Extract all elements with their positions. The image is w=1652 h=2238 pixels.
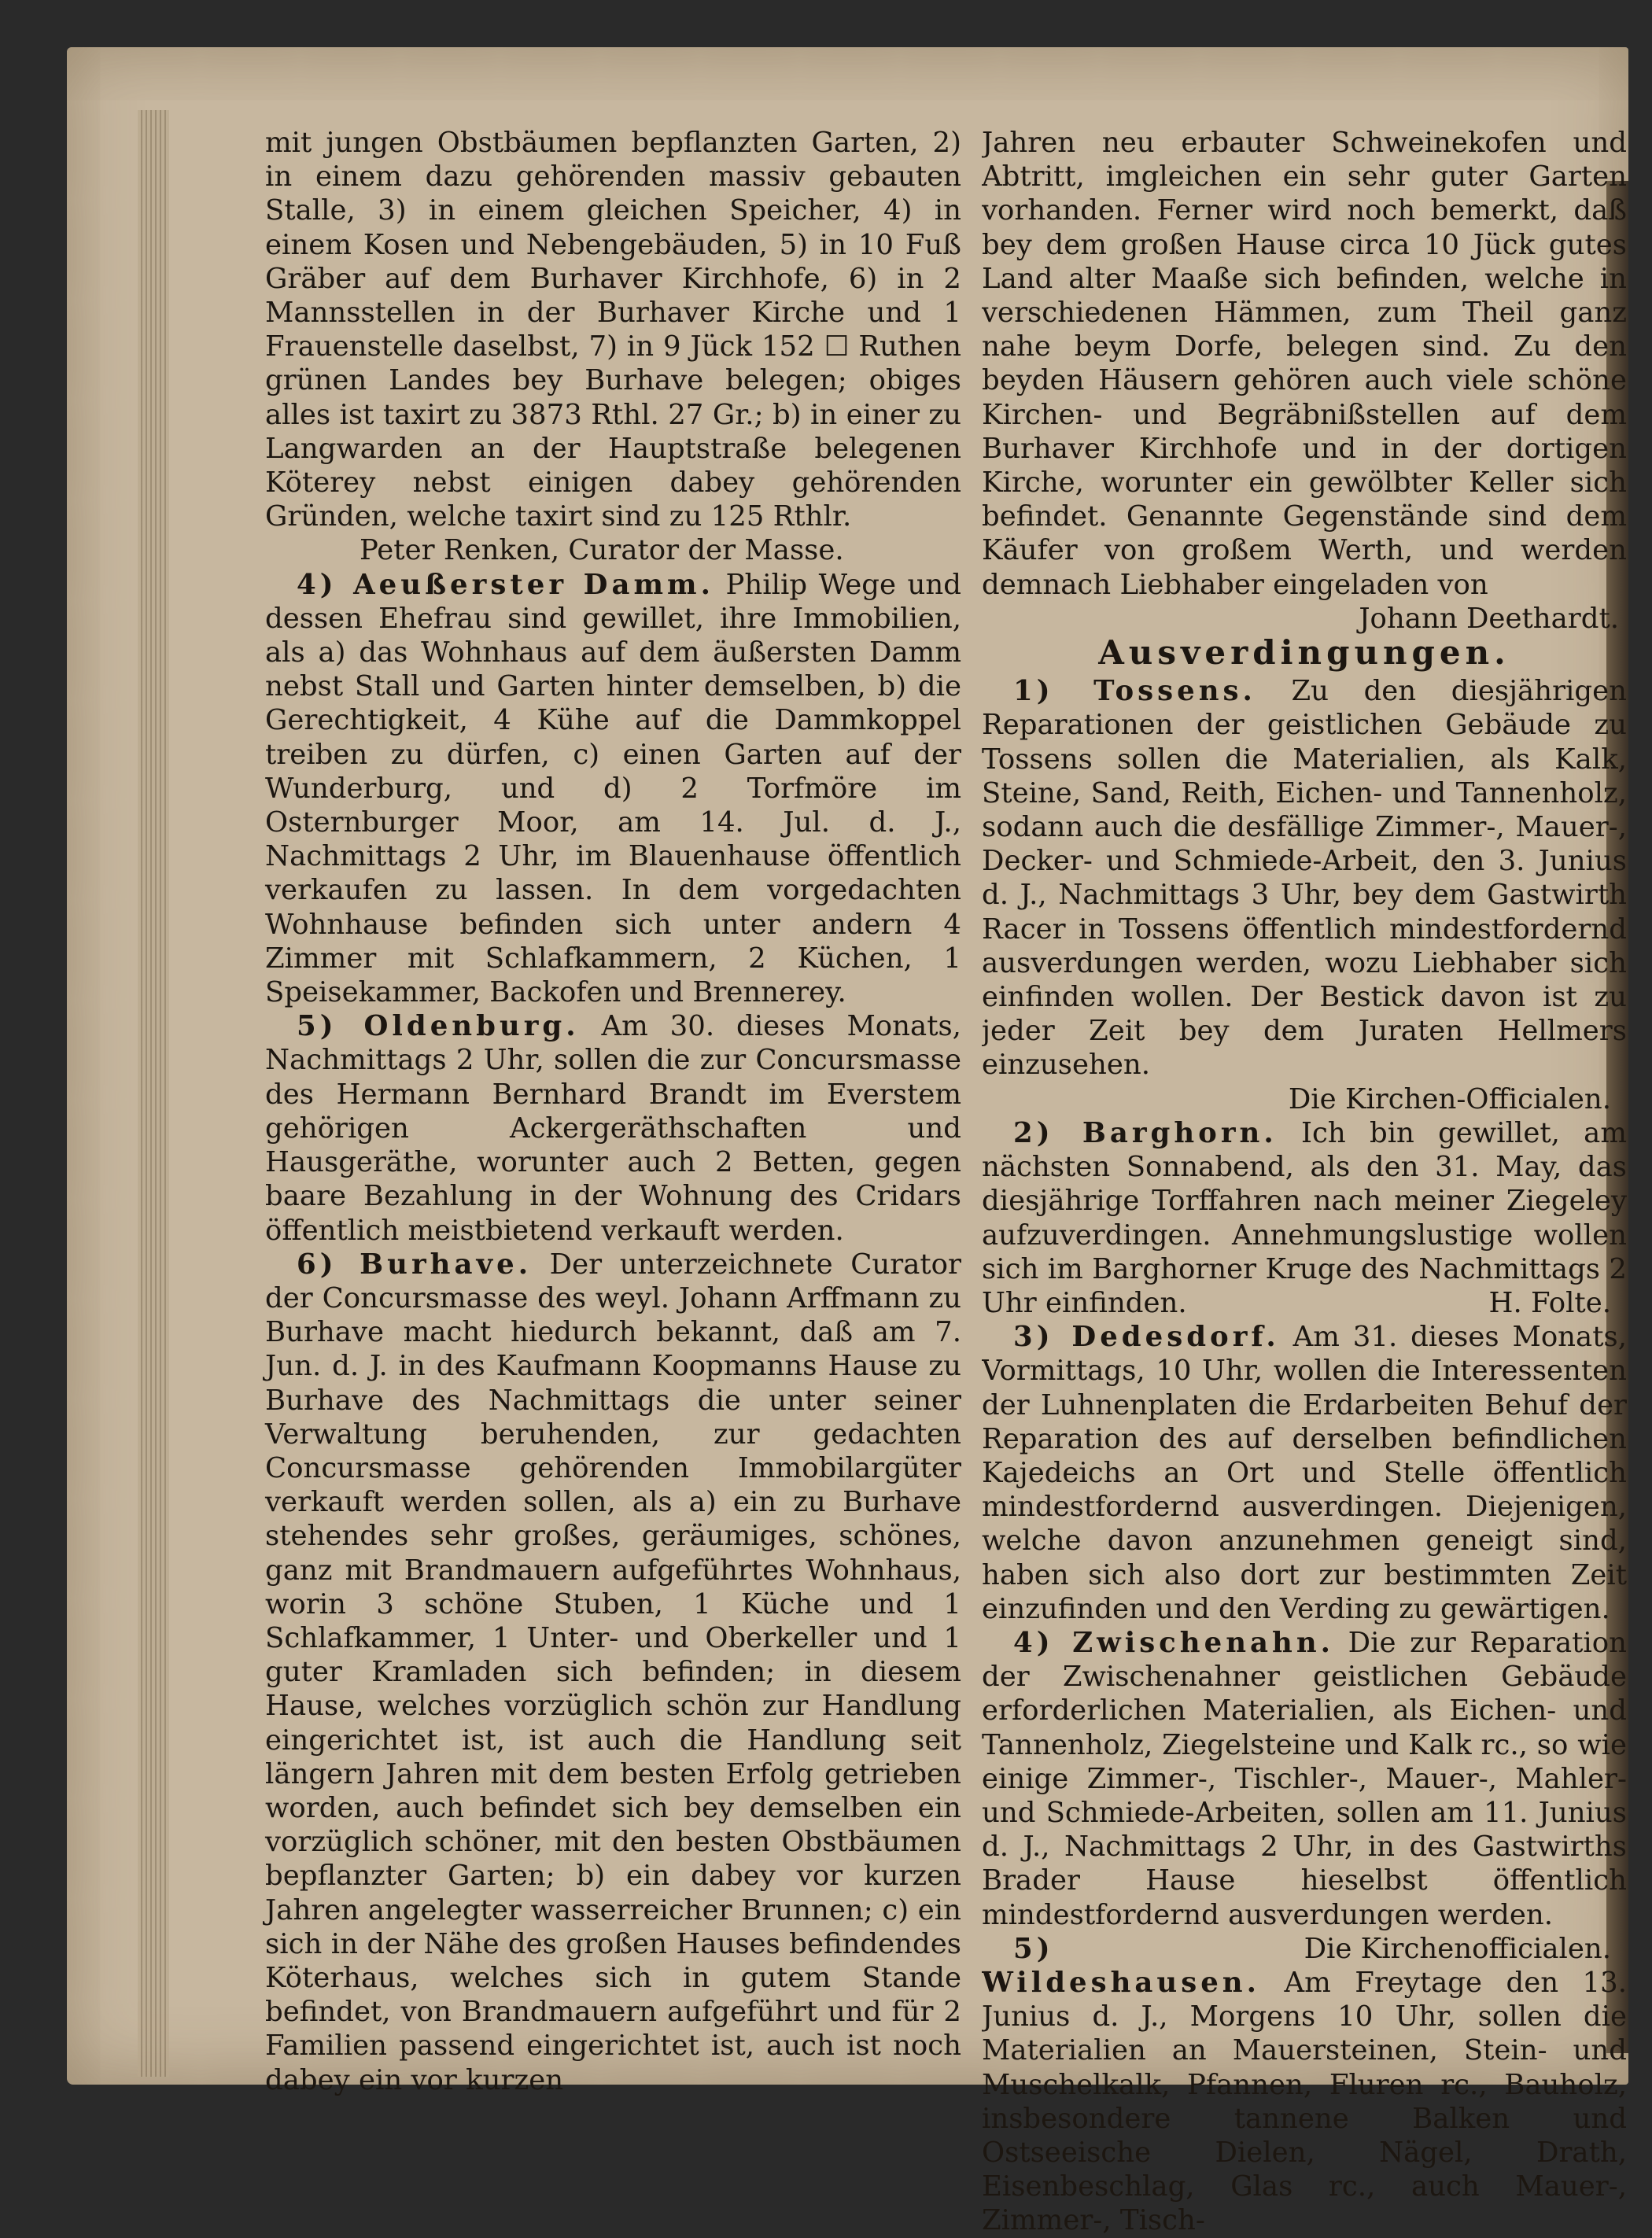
- right-column: [982, 126, 1627, 2238]
- notice-aeusserster-damm: [265, 568, 961, 1010]
- notice-title: 1) Tossens.: [1013, 675, 1256, 708]
- notice-title: 4) Aeußerster Damm.: [297, 568, 714, 601]
- notice-zwischenahn: [982, 1626, 1627, 1965]
- notice-body: Zu den diesjährigen Reparationen der geistlichen Gebäude zu Tossens sollen die Materialien, als Kalk, Steine, Sand, Reith, Eichen- und Tannenholz, sodann auch die desfällige Zimmer-, Mauer-, Decker- und Schmiede-Arbeit, den 3. Junius d. J., Nachmittags 3 Uhr, bey dem Gastwirth Racer in Tossens öffentlich mindestfordernd ausverdungen werden, wozu Liebhaber sich einfinden wollen. Der Bestick davon ist zu jeder Zeit bey dem Juraten Hellmers einzusehen.: [982, 675, 1627, 1082]
- notice-oldenburg: [265, 1009, 961, 1247]
- right-paragraph-1: [982, 126, 1627, 635]
- notice-tossens: [982, 674, 1627, 1082]
- left-column: [265, 126, 961, 2097]
- notice-title: 6) Burhave.: [297, 1248, 533, 1281]
- notice-title: 3) Dedesdorf.: [1013, 1321, 1280, 1354]
- left-paragraph-1: mit jungen Obstbäumen bepflanzten Garten, 2) in einem dazu gehörenden massiv gebauten Stalle, 3) in einem gleichen Speicher, 4) in einem Kosen und Nebengebäuden, 5) in 10 Fuß Gräber auf dem Burhaver Kirchhofe, 6) in 2 Mannsstellen in der Burhaver Kirche und 1 Frauenstelle daselbst, 7) in 9 Jück 152 ☐ Ruthen grünen Landes bey Burhave belegen; obiges alles ist taxirt zu 3873 Rthl. 27 Gr.; b) in einer zu Langwarden an der Hauptstraße belegenen Köterey nebst einigen dabey gehörenden Gründen, welche taxirt sind zu 125 Rthlr.: [265, 127, 961, 533]
- notice-dedesdorf: [982, 1320, 1627, 1626]
- notice-body: Ich bin gewillet, am nächsten Sonnabend, als den 31. May, das diesjährige Torffahren nach meiner Ziegeley aufzuverdingen. Annehmungslustige wollen sich im Barghorner Kruge des Nachmittags 2 Uhr einfinden.: [982, 1116, 1627, 1319]
- signature-zwischenahn: Die Kirchenofficialen.: [1304, 1932, 1611, 1965]
- signature-barghorn: H. Folte.: [1488, 1286, 1611, 1319]
- notice-barghorn: [982, 1116, 1627, 1320]
- page-stack-edge: [138, 110, 169, 2077]
- signature-tossens: Die Kirchen-Officialen.: [1288, 1082, 1611, 1115]
- section-heading: Ausverdingungen.: [1098, 633, 1510, 673]
- notice-title: 2) Barghorn.: [1013, 1116, 1278, 1149]
- notice-burhave: [265, 1248, 961, 2097]
- notice-title: 5) Wildeshausen.: [982, 1932, 1260, 1999]
- notice-body: Am 31. dieses Monats, Vormittags, 10 Uhr, wollen die Interessenten der Luhnenplaten die Erdarbeiten Behuf der Reparation des auf derselben befindlichen Kajedeichs an Ort und Stelle öffentlich mindestfordernd ausverdingen. Diejenigen, welche davon anzunehmen geneigt sind, haben sich also dort zur bestimmten Zeit einzufinden und den Verding zu gewärtigen.: [982, 1321, 1627, 1625]
- notice-body: Philip Wege und dessen Ehefrau sind gewillet, ihre Immobilien, als a) das Wohnhaus auf dem äußersten Damm nebst Stall und Garten hinter demselben, b) die Gerechtigkeit, 4 Kühe auf die Dammkoppel treiben zu dürfen, c) einen Garten auf der Wunderburg, und d) 2 Torfmöre im Osternburger Moor, am 14. Jul. d. J., Nachmittags 2 Uhr, im Blauenhause öffentlich verkaufen zu lassen. In dem vorgedachten Wohnhause befinden sich unter andern 4 Zimmer mit Schlafkammern, 2 Küchen, 1 Speisekammer, Backofen und Brennerey.: [265, 568, 961, 1009]
- notice-title: 4) Zwischenahn.: [1013, 1626, 1334, 1659]
- notice-body: Jahren neu erbauter Schweinekofen und Abtritt, imgleichen ein sehr guter Garten vorhanden. Ferner wird noch bemerkt, daß bey dem großen Hause circa 10 Jück gutes Land alter Maaße sich befinden, welche in verschiedenen Hämmen, zum Theil ganz nahe beym Dorfe, belegen sind. Zu den beyden Häusern gehören auch viele schöne Kirchen- und Begräbnißstellen auf dem Burhaver Kirchhofe und in der dortigen Kirche, worunter ein gewölbter Keller sich befindet. Genannte Gegenstände sind dem Käufer von großem Werth, und werden demnach Liebhaber eingeladen von: [982, 127, 1627, 601]
- notice-body: Am Freytage den 13. Junius d. J., Morgens 10 Uhr, sollen die Materialien an Mauersteinen, Stein- und Muschelkalk, Pfannen, Fluren rc., Bauholz, insbesondere tannene Balken und Ostseeische Dielen, Nägel, Drath, Eisenbeschlag, Glas rc., auch Mauer-, Zimmer-, Tisch-: [982, 1966, 1627, 2237]
- notice-title: 5) Oldenburg.: [297, 1010, 580, 1043]
- right-signature-1: Johann Deethardt.: [1359, 602, 1619, 635]
- notice-body: Die zur Reparation der Zwischenahner geistlichen Gebäude erforderlichen Materialien, als Eichen- und Tannenholz, Ziegelsteine und Kalk rc., so wie einige Zimmer-, Tischler-, Mauer-, Mahler- und Schmiede-Arbeiten, sollen am 11. Junius d. J., Nachmittags 2 Uhr, in des Gastwirths Brader Hause hieselbst öffentlich mindestfordernd ausverdungen werden.: [982, 1626, 1627, 1931]
- notice-wildeshausen: [982, 1932, 1627, 2238]
- left-signature-1: Peter Renken, Curator der Masse.: [360, 534, 844, 567]
- notice-body: Der unterzeichnete Curator der Concursmasse des weyl. Johann Arffmann zu Burhave macht hiedurch bekannt, daß am 7. Jun. d. J. in des Kaufmann Koopmanns Hause zu Burhave des Nachmittags die unter seiner Verwaltung beruhenden, zur gedachten Concursmasse gehörenden Immobilargüter verkauft werden sollen, als a) ein zu Burhave stehendes sehr großes, geräumiges, schönes, ganz mit Brandmauern aufgeführtes Wohnhaus, worin 3 schöne Stuben, 1 Küche und 1 Schlafkammer, 1 Unter- und Oberkeller und 1 guter Kramladen sich befinden; in diesem Hause, welches vorzüglich schön zur Handlung eingerichtet ist, ist auch die Handlung seit längern Jahren mit dem besten Erfolg getrieben worden, auch befindet sich bey demselben ein vorzüglich schöner, mit den besten Obstbäumen bepflanzter Garten; b) ein dabey vor kurzen Jahren angelegter wasserreicher Brunnen; c) ein sich in der Nähe des großen Hauses befindendes Köterhaus, welches sich in gutem Stande befindet, von Brandmauern aufgeführt und für 2 Familien passend eingerichtet ist, auch ist noch dabey ein vor kurzen: [265, 1248, 961, 2096]
- notice-body: Am 30. dieses Monats, Nachmittags 2 Uhr, sollen die zur Concursmasse des Hermann Bernhard Brandt im Everstem gehörigen Ackergeräthschaften und Hausgeräthe, worunter auch 2 Betten, gegen baare Bezahlung in der Wohnung des Cridars öffentlich meistbietend verkauft werden.: [265, 1010, 961, 1247]
